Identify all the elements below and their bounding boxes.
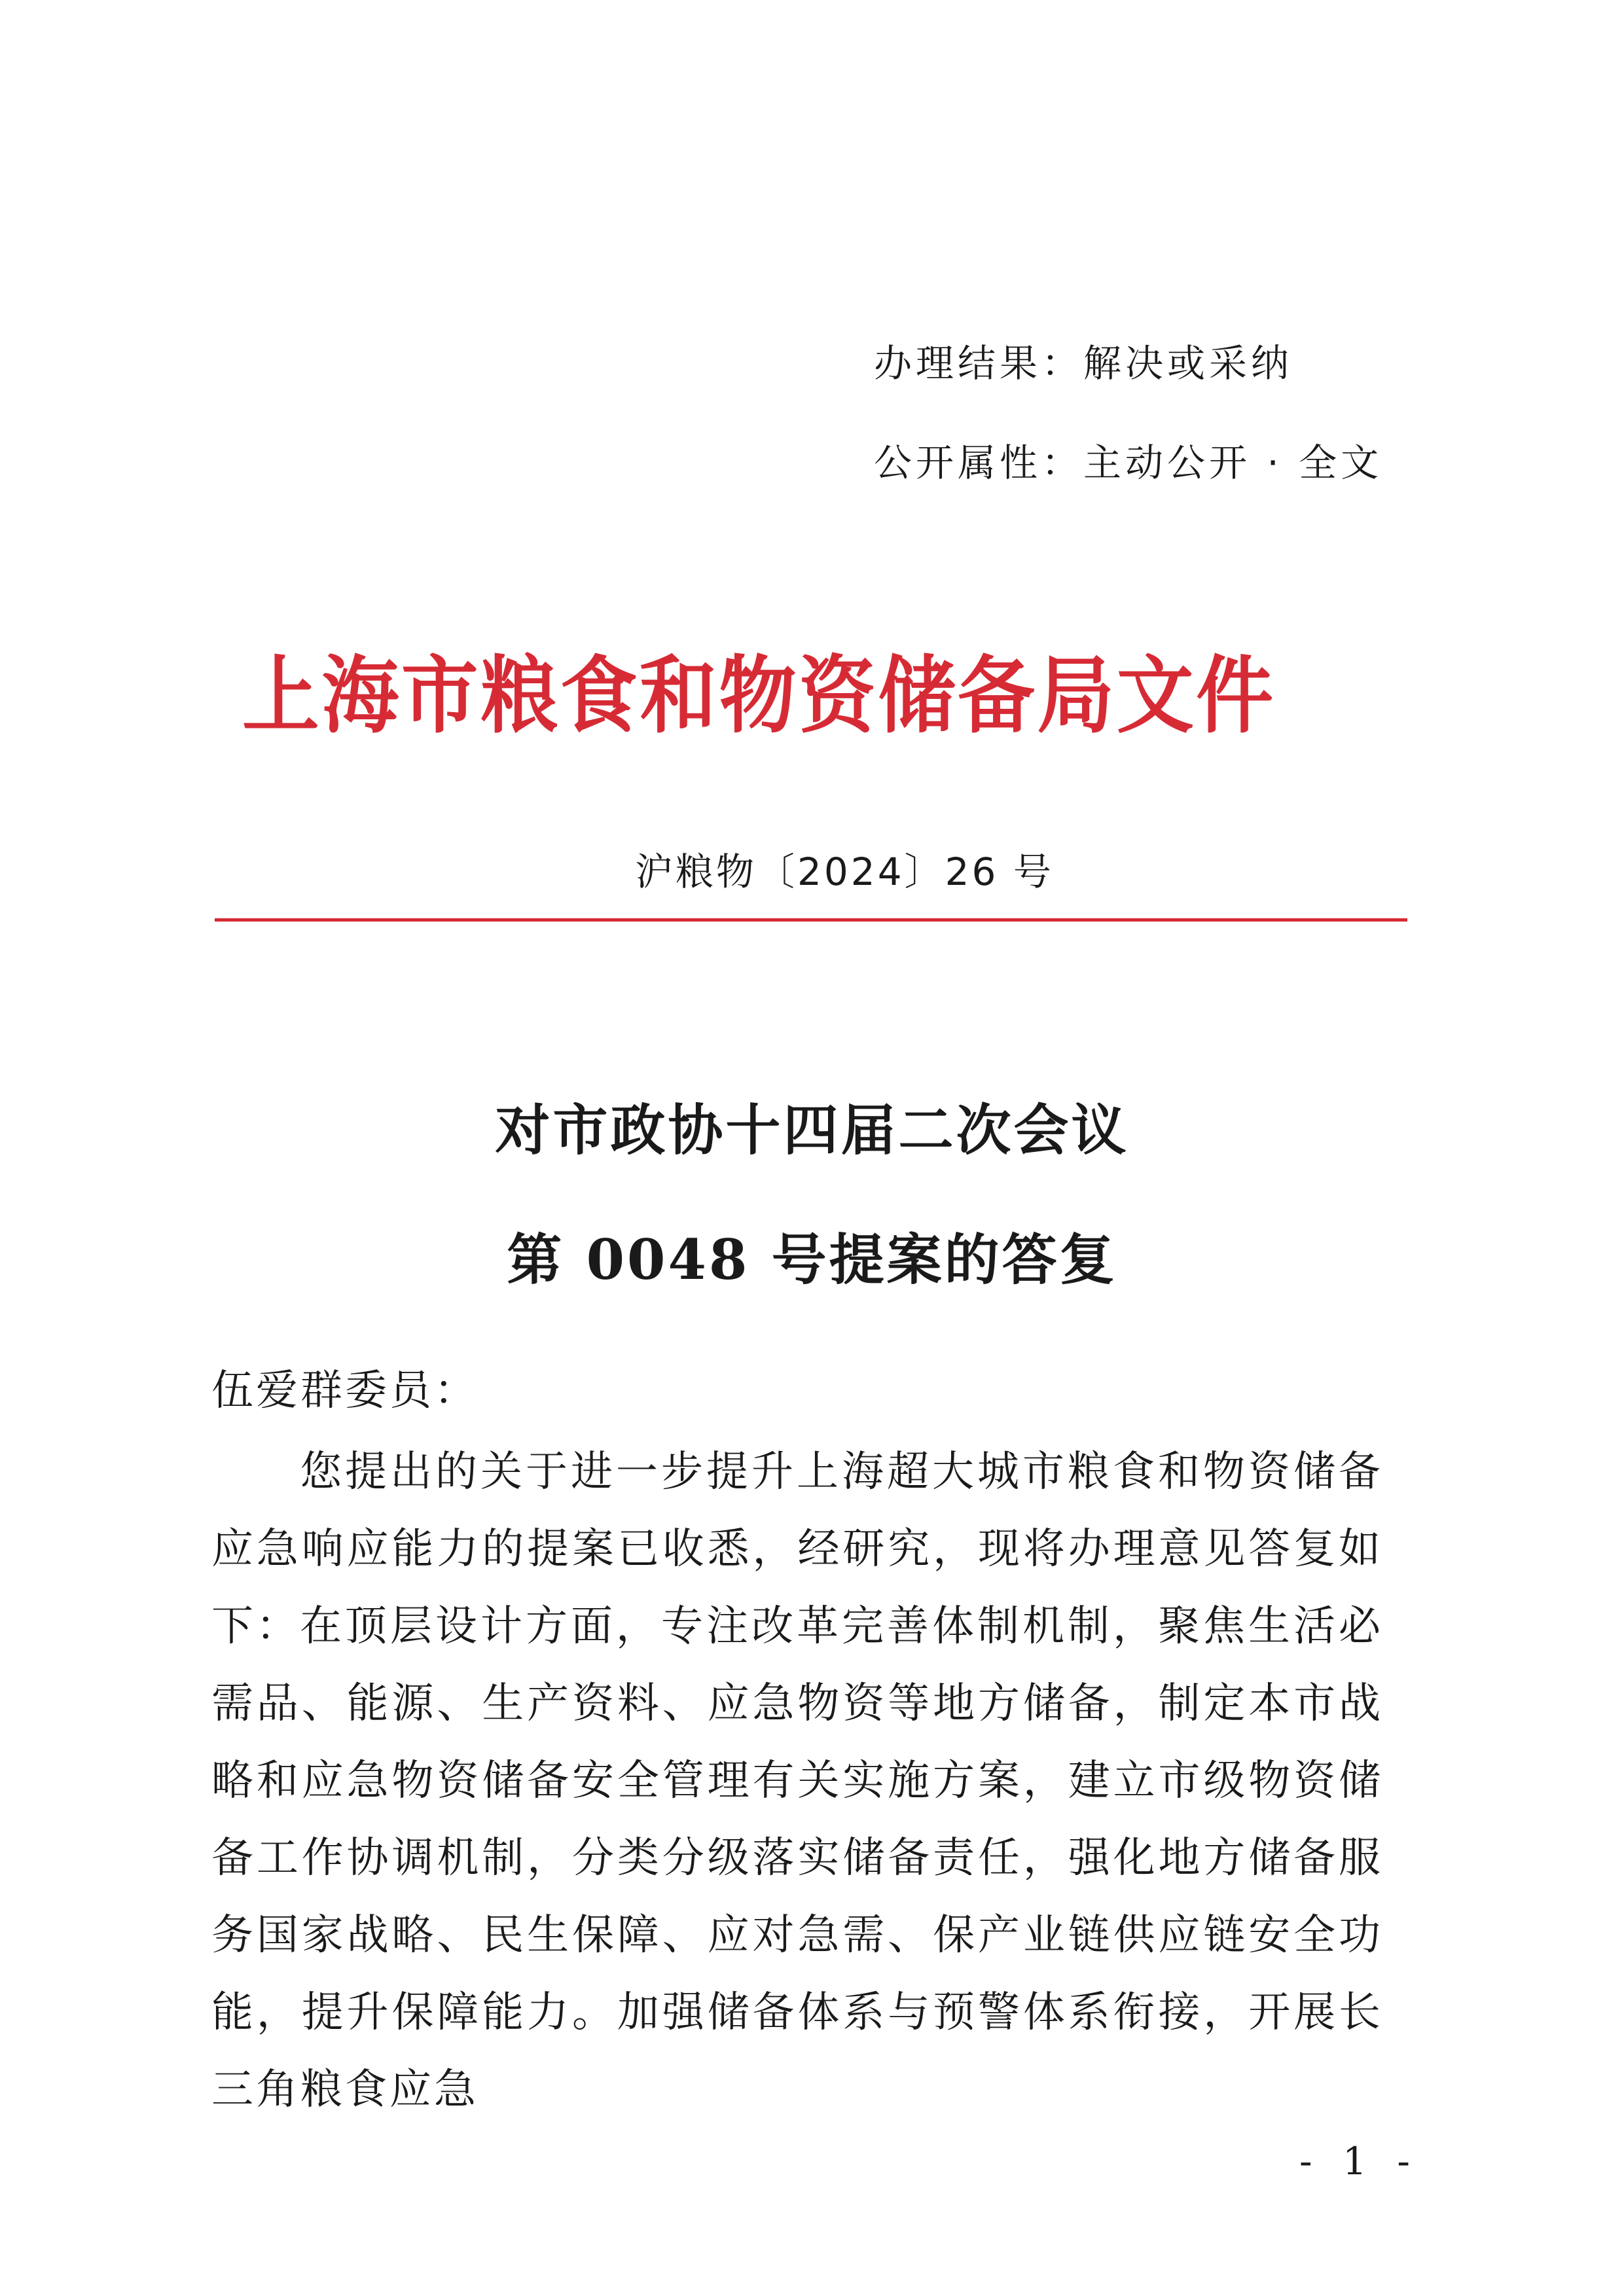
handling-result: 办理结果：解决或采纳 [874,341,1293,386]
public-attribute: 公开属性：主动公开 · 全文 [874,440,1383,485]
salutation: 伍爱群委员： [211,1367,478,1415]
body-paragraph-1: 您提出的关于进一步提升上海超大城市粮食和物资储备应急响应能力的提案已收悉，经研究，现将办理意见答复如下： [211,1448,1383,1651]
reply-title-line-2: 第 0048 号提案的答复 [507,1227,1117,1292]
page-number: - 1 - [1299,2139,1419,2183]
red-divider-rule [215,918,1407,922]
document-number: 沪粮物〔2024〕26 号 [635,850,1054,894]
organization-title: 上海市粮食和物资储备局文件 [242,647,1276,745]
body-paragraph-2: 在顶层设计方面，专注改革完善体制机制，聚焦生活必需品、能源、生产资料、应急物资等地方储备，制定本市战略和应急物资储备安全管理有关实施方案，建立市级物资储备工作协调机制，分类分级落实储备责任，强化地方储备服务国家战略、民生保障、应对急需、保产业链供应链安全功能，提升保障能力。加强储备体系与预警体系衔接，开展长三角粮食应急 [211,1602,1383,2114]
reply-title-line-1: 对市政协十四届二次会议 [495,1098,1129,1162]
